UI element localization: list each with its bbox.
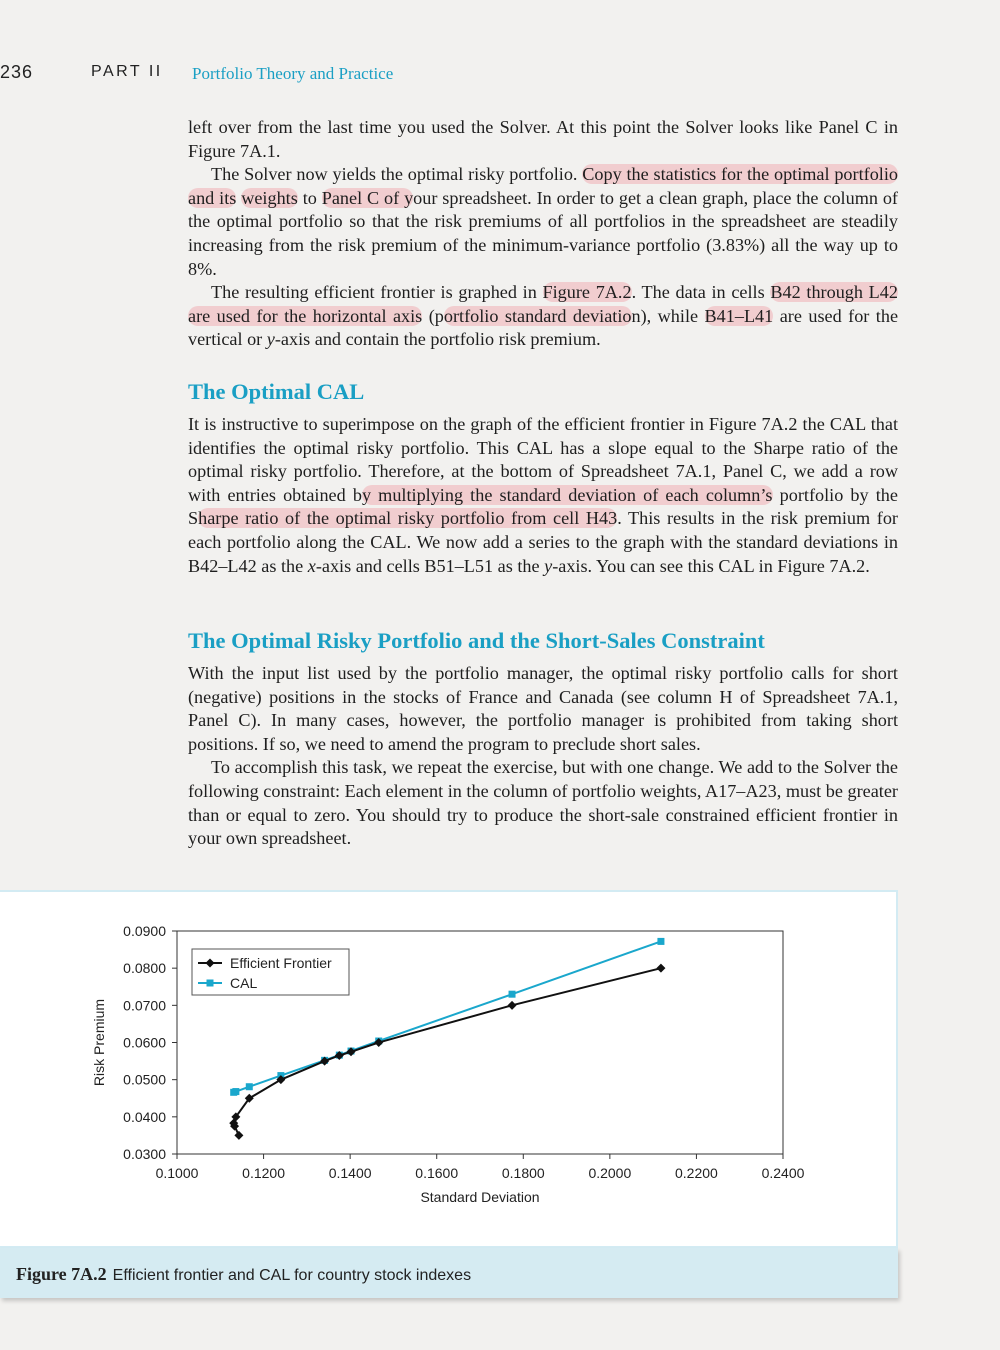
section-heading-optimal-cal: The Optimal CAL xyxy=(188,379,365,404)
highlight: Panel C of y xyxy=(321,187,414,208)
figure-caption-text: Efficient frontier and CAL for country stock indexes xyxy=(112,1267,472,1284)
y-tick-label: 0.0400 xyxy=(123,1108,166,1125)
x-tick-label: 0.2200 xyxy=(675,1165,718,1181)
x-tick-label: 0.1600 xyxy=(415,1165,459,1181)
cal-point xyxy=(246,1083,253,1090)
intro-paragraph-2: The Solver now yields the optimal risky portfolio. Copy the statistics for the optimal portfolio and its weights to Panel C of your spreadsheet. In order to get a clean graph, place the column of the optimal portfolio so that the risk premiums of all portfolios in the spreadsheet are steadily increasing from the risk premium of the minimum-variance portfolio (3.83%) all the way up to 8%. xyxy=(188,164,898,279)
y-tick-label: 0.0500 xyxy=(123,1071,166,1088)
highlight: Figure 7A.2 xyxy=(542,282,632,303)
figure-label: Figure 7A.2 xyxy=(16,1264,107,1284)
x-tick-label: 0.1800 xyxy=(501,1165,545,1181)
page-header xyxy=(0,62,1000,86)
part-label: PART II xyxy=(91,63,163,80)
y-tick-label: 0.0300 xyxy=(123,1146,166,1162)
legend-label: Efficient Frontier xyxy=(230,955,332,971)
highlight: ortfolio standard deviatio xyxy=(443,305,632,326)
highlight: harpe ratio of the optimal risky portfolio from cell H43 xyxy=(198,508,618,529)
highlight: weights xyxy=(241,187,298,208)
x-tick-label: 0.1200 xyxy=(242,1165,285,1181)
short-sales-paragraph-2: To accomplish this task, we repeat the exercise, but with one change. We add to the Solver the following constraint: Each element in the column of portfolio weights, A17–A23, must be greater than or equal to zero. You should try to produce the short-sale constrained efficient frontier in your own spreadsheet. xyxy=(188,757,898,849)
efficient-frontier-chart xyxy=(0,890,898,1248)
x-axis-label: Standard Deviation xyxy=(420,1189,540,1205)
part-title: Portfolio Theory and Practice xyxy=(192,64,394,83)
x-tick-label: 0.2000 xyxy=(588,1165,632,1181)
y-axis-label: Risk Premium xyxy=(91,998,107,1087)
section-heading-short-sales: The Optimal Risky Portfolio and the Short-Sales Constraint xyxy=(188,628,765,653)
optimal-cal-text xyxy=(188,413,898,578)
y-tick-label: 0.0700 xyxy=(123,997,166,1014)
figure-caption xyxy=(16,1264,471,1285)
x-tick-label: 0.1000 xyxy=(155,1165,199,1181)
intro-paragraph-1: left over from the last time you used the Solver. At this point the Solver looks like Panel C in Figure 7A.1. xyxy=(188,117,898,161)
intro-text xyxy=(188,116,898,352)
x-tick-label: 0.1400 xyxy=(328,1165,372,1181)
cal-point xyxy=(509,991,516,998)
page-number: 236 xyxy=(0,62,34,82)
x-tick-label: 0.2400 xyxy=(761,1165,805,1181)
y-tick-label: 0.0800 xyxy=(123,960,166,977)
y-tick-label: 0.0600 xyxy=(123,1034,166,1051)
legend-label: CAL xyxy=(230,975,258,991)
y-tick-label: 0.0900 xyxy=(123,923,166,939)
highlight: B41–L41 xyxy=(704,305,774,326)
cal-point xyxy=(232,1088,239,1095)
figure-caption-bar xyxy=(0,1248,898,1298)
highlight: y multiplying the standard deviation of each column’s xyxy=(361,484,773,505)
highlight: B42 through L42 are used for the horizontal axis xyxy=(188,282,898,326)
intro-paragraph-3: The resulting efficient frontier is graphed in Figure 7A.2. The data in cells B42 through L42 are used for the horizontal axis (portfolio standard deviation), while B41–L41 are used for the vertical or y-axis and contain the portfolio risk premium. xyxy=(188,282,899,350)
cal-point xyxy=(657,938,664,945)
short-sales-text xyxy=(188,662,898,851)
optimal-cal-paragraph: It is instructive to superimpose on the graph of the efficient frontier in Figure 7A.2 the CAL that identifies the optimal risky portfolio. This CAL has a slope equal to the Sharpe ratio of the optimal risky portfolio. Therefore, at the bottom of Spreadsheet 7A.1, Panel C, we add a row with entries obtained by multiplying the standard deviation of each column’s portfolio by the Sharpe ratio of the optimal risky portfolio from cell H43. This results in the risk premium for each portfolio along the CAL. We now add a series to the graph with the standard deviations in B42–L42 as the x-axis and cells B51–L51 as the y-axis. You can see this CAL in Figure 7A.2. xyxy=(188,414,898,576)
short-sales-paragraph-1: With the input list used by the portfolio manager, the optimal risky portfolio calls for short (negative) positions in the stocks of France and Canada (see column H of Spreadsheet 7A.1, Panel C). In many cases, however, the portfolio manager is prohibited from taking short positions. If so, we need to amend the program to preclude short sales. xyxy=(188,663,898,754)
legend-marker xyxy=(207,980,214,987)
highlight: Copy the statistics for the optimal portfolio and its xyxy=(188,164,898,208)
